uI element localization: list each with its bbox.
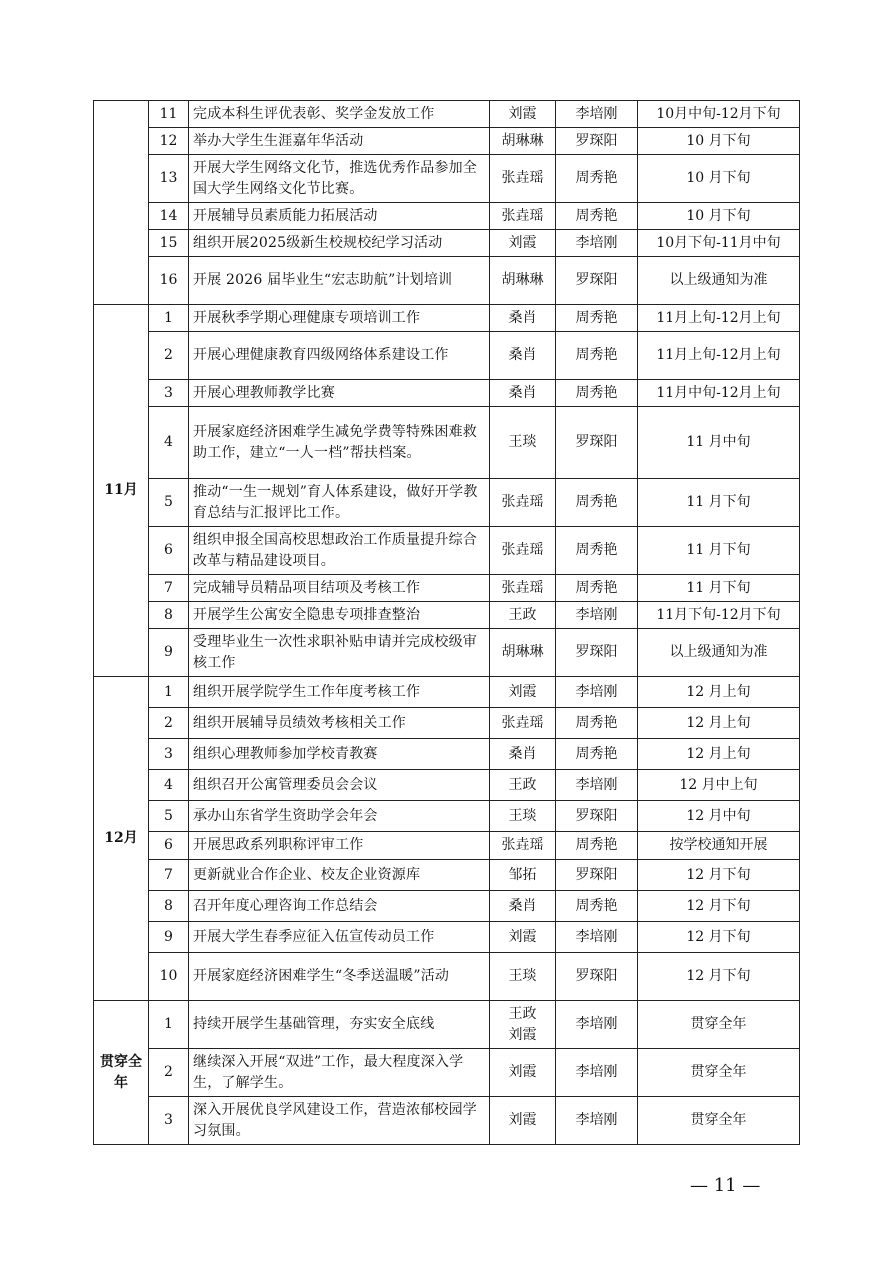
responsible-person-name: 张垚瑶 bbox=[501, 579, 544, 596]
responsible-person bbox=[490, 1049, 556, 1097]
schedule-table bbox=[93, 100, 800, 1145]
responsible-person bbox=[490, 332, 556, 380]
month-group-label bbox=[94, 101, 149, 305]
supervisor: 罗琛阳 bbox=[556, 407, 638, 479]
table-row bbox=[94, 101, 800, 128]
table-row bbox=[94, 860, 800, 891]
time-frame: 10 月下旬 bbox=[638, 203, 800, 230]
time-frame: 11月中旬-12月上旬 bbox=[638, 380, 800, 407]
task-description: 组织申报全国高校思想政治工作质量提升综合改革与精品建设项目。 bbox=[189, 527, 490, 575]
time-frame: 12 月上旬 bbox=[638, 677, 800, 708]
item-number: 5 bbox=[149, 801, 189, 832]
table-row bbox=[94, 708, 800, 739]
time-frame: 贯穿全年 bbox=[638, 1049, 800, 1097]
item-number: 11 bbox=[149, 101, 189, 128]
time-frame: 12 月下旬 bbox=[638, 860, 800, 891]
item-number: 2 bbox=[149, 1049, 189, 1097]
table-row bbox=[94, 739, 800, 770]
item-number: 13 bbox=[149, 155, 189, 203]
responsible-person-name: 王琰 bbox=[508, 434, 537, 450]
time-frame: 10月中旬-12月下旬 bbox=[638, 101, 800, 128]
task-description: 开展辅导员素质能力拓展活动 bbox=[189, 203, 490, 230]
task-description: 开展秋季学期心理健康专项培训工作 bbox=[189, 305, 490, 332]
responsible-person bbox=[490, 479, 556, 527]
table-row bbox=[94, 527, 800, 575]
task-description: 完成辅导员精品项目结项及考核工作 bbox=[189, 575, 490, 602]
table-row bbox=[94, 257, 800, 305]
supervisor: 李培刚 bbox=[556, 1049, 638, 1097]
time-frame: 10 月下旬 bbox=[638, 155, 800, 203]
responsible-person bbox=[490, 575, 556, 602]
responsible-person bbox=[490, 801, 556, 832]
time-frame: 12 月下旬 bbox=[638, 891, 800, 922]
task-description: 开展家庭经济困难学生“冬季送温暖”活动 bbox=[189, 953, 490, 1001]
supervisor: 罗琛阳 bbox=[556, 128, 638, 155]
time-frame: 贯穿全年 bbox=[638, 1001, 800, 1049]
month-group-label: 11月 bbox=[94, 305, 149, 677]
task-description: 承办山东省学生资助学会年会 bbox=[189, 801, 490, 832]
responsible-person bbox=[490, 1001, 556, 1049]
responsible-person-name: 张垚瑶 bbox=[501, 494, 544, 510]
responsible-person-name: 张垚瑶 bbox=[501, 170, 544, 186]
time-frame: 11月上旬-12月上旬 bbox=[638, 305, 800, 332]
supervisor: 周秀艳 bbox=[556, 739, 638, 770]
responsible-person bbox=[490, 629, 556, 677]
table-row bbox=[94, 1001, 800, 1049]
table-row bbox=[94, 922, 800, 953]
table-row bbox=[94, 305, 800, 332]
supervisor: 李培刚 bbox=[556, 770, 638, 801]
table-row bbox=[94, 1049, 800, 1097]
responsible-person-name: 胡琳琳 bbox=[501, 644, 544, 660]
item-number: 8 bbox=[149, 602, 189, 629]
item-number: 3 bbox=[149, 739, 189, 770]
responsible-person-name: 桑肖 bbox=[508, 384, 537, 401]
item-number: 1 bbox=[149, 1001, 189, 1049]
responsible-person-name: 刘霞 bbox=[508, 928, 537, 945]
responsible-person-name: 王琰 bbox=[508, 807, 537, 824]
time-frame: 以上级通知为准 bbox=[638, 629, 800, 677]
supervisor: 李培刚 bbox=[556, 602, 638, 629]
table-row bbox=[94, 155, 800, 203]
responsible-person bbox=[490, 891, 556, 922]
supervisor: 李培刚 bbox=[556, 230, 638, 257]
responsible-person bbox=[490, 155, 556, 203]
responsible-person bbox=[490, 1097, 556, 1145]
supervisor: 周秀艳 bbox=[556, 155, 638, 203]
responsible-person bbox=[490, 407, 556, 479]
item-number: 3 bbox=[149, 380, 189, 407]
item-number: 8 bbox=[149, 891, 189, 922]
table-row bbox=[94, 891, 800, 922]
item-number: 10 bbox=[149, 953, 189, 1001]
item-number: 5 bbox=[149, 479, 189, 527]
task-description: 召开年度心理咨询工作总结会 bbox=[189, 891, 490, 922]
responsible-person bbox=[490, 380, 556, 407]
task-description: 开展心理健康教育四级网络体系建设工作 bbox=[189, 332, 490, 380]
task-description: 完成本科生评优表彰、奖学金发放工作 bbox=[189, 101, 490, 128]
task-description: 开展心理教师教学比赛 bbox=[189, 380, 490, 407]
supervisor: 李培刚 bbox=[556, 1097, 638, 1145]
responsible-person-name: 张垚瑶 bbox=[501, 542, 544, 558]
time-frame: 11月上旬-12月上旬 bbox=[638, 332, 800, 380]
item-number: 6 bbox=[149, 527, 189, 575]
table-row bbox=[94, 479, 800, 527]
responsible-person bbox=[490, 305, 556, 332]
item-number: 4 bbox=[149, 407, 189, 479]
responsible-person-name: 王政 bbox=[508, 1005, 537, 1022]
table-row bbox=[94, 128, 800, 155]
time-frame: 12 月下旬 bbox=[638, 953, 800, 1001]
table-row bbox=[94, 230, 800, 257]
task-description: 开展 2026 届毕业生“宏志助航”计划培训 bbox=[189, 257, 490, 305]
table-row bbox=[94, 602, 800, 629]
month-group-label: 贯穿全年 bbox=[94, 1001, 149, 1145]
time-frame: 11 月中旬 bbox=[638, 407, 800, 479]
item-number: 1 bbox=[149, 677, 189, 708]
responsible-person bbox=[490, 708, 556, 739]
responsible-person bbox=[490, 770, 556, 801]
task-description: 开展大学生春季应征入伍宣传动员工作 bbox=[189, 922, 490, 953]
time-frame: 贯穿全年 bbox=[638, 1097, 800, 1145]
responsible-person-name: 桑肖 bbox=[508, 309, 537, 326]
item-number: 9 bbox=[149, 922, 189, 953]
responsible-person-name: 刘霞 bbox=[508, 105, 537, 122]
task-description: 组织开展学院学生工作年度考核工作 bbox=[189, 677, 490, 708]
responsible-person-name: 刘霞 bbox=[508, 683, 537, 700]
responsible-person bbox=[490, 739, 556, 770]
time-frame: 12 月上旬 bbox=[638, 739, 800, 770]
supervisor: 罗琛阳 bbox=[556, 953, 638, 1001]
task-description: 开展学生公寓安全隐患专项排查整治 bbox=[189, 602, 490, 629]
item-number: 4 bbox=[149, 770, 189, 801]
responsible-person-name: 刘霞 bbox=[508, 1026, 537, 1043]
table-row bbox=[94, 953, 800, 1001]
time-frame: 10 月下旬 bbox=[638, 128, 800, 155]
supervisor: 周秀艳 bbox=[556, 891, 638, 922]
supervisor: 罗琛阳 bbox=[556, 801, 638, 832]
supervisor: 周秀艳 bbox=[556, 832, 638, 860]
task-description: 推动“一生一规划”育人体系建设，做好开学教育总结与汇报评比工作。 bbox=[189, 479, 490, 527]
table-row bbox=[94, 629, 800, 677]
time-frame: 12 月中旬 bbox=[638, 801, 800, 832]
task-description: 开展思政系列职称评审工作 bbox=[189, 832, 490, 860]
supervisor: 罗琛阳 bbox=[556, 860, 638, 891]
supervisor: 周秀艳 bbox=[556, 708, 638, 739]
responsible-person-name: 刘霞 bbox=[508, 1112, 537, 1128]
responsible-person bbox=[490, 101, 556, 128]
responsible-person bbox=[490, 677, 556, 708]
task-description: 更新就业合作企业、校友企业资源库 bbox=[189, 860, 490, 891]
responsible-person bbox=[490, 922, 556, 953]
time-frame: 10月下旬-11月中旬 bbox=[638, 230, 800, 257]
responsible-person-name: 王政 bbox=[508, 776, 537, 793]
item-number: 16 bbox=[149, 257, 189, 305]
task-description: 组织开展2025级新生校规校纪学习活动 bbox=[189, 230, 490, 257]
task-description: 组织召开公寓管理委员会会议 bbox=[189, 770, 490, 801]
responsible-person-name: 刘霞 bbox=[508, 1064, 537, 1080]
table-row bbox=[94, 677, 800, 708]
time-frame: 11 月下旬 bbox=[638, 575, 800, 602]
table-row bbox=[94, 770, 800, 801]
supervisor: 周秀艳 bbox=[556, 305, 638, 332]
supervisor: 罗琛阳 bbox=[556, 257, 638, 305]
responsible-person bbox=[490, 860, 556, 891]
month-group-label: 12月 bbox=[94, 677, 149, 1001]
responsible-person bbox=[490, 953, 556, 1001]
item-number: 2 bbox=[149, 332, 189, 380]
task-description: 举办大学生生涯嘉年华活动 bbox=[189, 128, 490, 155]
supervisor: 李培刚 bbox=[556, 922, 638, 953]
item-number: 9 bbox=[149, 629, 189, 677]
time-frame: 11月下旬-12月下旬 bbox=[638, 602, 800, 629]
task-description: 开展家庭经济困难学生减免学费等特殊困难救助工作，建立“一人一档”帮扶档案。 bbox=[189, 407, 490, 479]
responsible-person-name: 张垚瑶 bbox=[501, 207, 544, 224]
supervisor: 周秀艳 bbox=[556, 575, 638, 602]
responsible-person-name: 桑肖 bbox=[508, 745, 537, 762]
task-description: 开展大学生网络文化节，推选优秀作品参加全国大学生网络文化节比赛。 bbox=[189, 155, 490, 203]
table-row bbox=[94, 332, 800, 380]
responsible-person-name: 王政 bbox=[508, 606, 537, 623]
responsible-person-name: 张垚瑶 bbox=[501, 714, 544, 731]
responsible-person bbox=[490, 257, 556, 305]
responsible-person-name: 王琰 bbox=[508, 968, 537, 984]
supervisor: 周秀艳 bbox=[556, 203, 638, 230]
item-number: 6 bbox=[149, 832, 189, 860]
item-number: 15 bbox=[149, 230, 189, 257]
time-frame: 11 月下旬 bbox=[638, 527, 800, 575]
responsible-person-name: 胡琳琳 bbox=[501, 132, 544, 149]
responsible-person-name: 刘霞 bbox=[508, 234, 537, 251]
responsible-person-name: 桑肖 bbox=[508, 347, 537, 363]
table-row bbox=[94, 380, 800, 407]
task-description: 组织心理教师参加学校青教赛 bbox=[189, 739, 490, 770]
time-frame: 按学校通知开展 bbox=[638, 832, 800, 860]
table-row bbox=[94, 1097, 800, 1145]
table-row bbox=[94, 407, 800, 479]
responsible-person-name: 胡琳琳 bbox=[501, 272, 544, 288]
responsible-person bbox=[490, 602, 556, 629]
table-row bbox=[94, 203, 800, 230]
table-row bbox=[94, 801, 800, 832]
responsible-person-name: 邹拓 bbox=[508, 866, 537, 883]
time-frame: 11 月下旬 bbox=[638, 479, 800, 527]
task-description: 继续深入开展“双进”工作，最大程度深入学生，了解学生。 bbox=[189, 1049, 490, 1097]
supervisor: 周秀艳 bbox=[556, 527, 638, 575]
responsible-person-name: 桑肖 bbox=[508, 897, 537, 914]
item-number: 14 bbox=[149, 203, 189, 230]
task-description: 持续开展学生基础管理，夯实安全底线 bbox=[189, 1001, 490, 1049]
page-number: — 11 — bbox=[690, 1175, 761, 1196]
time-frame: 12 月上旬 bbox=[638, 708, 800, 739]
table-row bbox=[94, 832, 800, 860]
supervisor: 周秀艳 bbox=[556, 380, 638, 407]
supervisor: 周秀艳 bbox=[556, 332, 638, 380]
item-number: 1 bbox=[149, 305, 189, 332]
supervisor: 周秀艳 bbox=[556, 479, 638, 527]
task-description: 组织开展辅导员绩效考核相关工作 bbox=[189, 708, 490, 739]
task-description: 深入开展优良学风建设工作，营造浓郁校园学习氛围。 bbox=[189, 1097, 490, 1145]
item-number: 2 bbox=[149, 708, 189, 739]
responsible-person bbox=[490, 230, 556, 257]
responsible-person bbox=[490, 832, 556, 860]
time-frame: 12 月下旬 bbox=[638, 922, 800, 953]
supervisor: 李培刚 bbox=[556, 677, 638, 708]
responsible-person bbox=[490, 527, 556, 575]
time-frame: 12 月中上旬 bbox=[638, 770, 800, 801]
item-number: 7 bbox=[149, 575, 189, 602]
item-number: 3 bbox=[149, 1097, 189, 1145]
supervisor: 李培刚 bbox=[556, 1001, 638, 1049]
supervisor: 罗琛阳 bbox=[556, 629, 638, 677]
responsible-person bbox=[490, 203, 556, 230]
responsible-person-name: 张垚瑶 bbox=[501, 837, 544, 853]
time-frame: 以上级通知为准 bbox=[638, 257, 800, 305]
table-row bbox=[94, 575, 800, 602]
item-number: 12 bbox=[149, 128, 189, 155]
supervisor: 李培刚 bbox=[556, 101, 638, 128]
item-number: 7 bbox=[149, 860, 189, 891]
task-description: 受理毕业生一次性求职补贴申请并完成校级审核工作 bbox=[189, 629, 490, 677]
responsible-person bbox=[490, 128, 556, 155]
